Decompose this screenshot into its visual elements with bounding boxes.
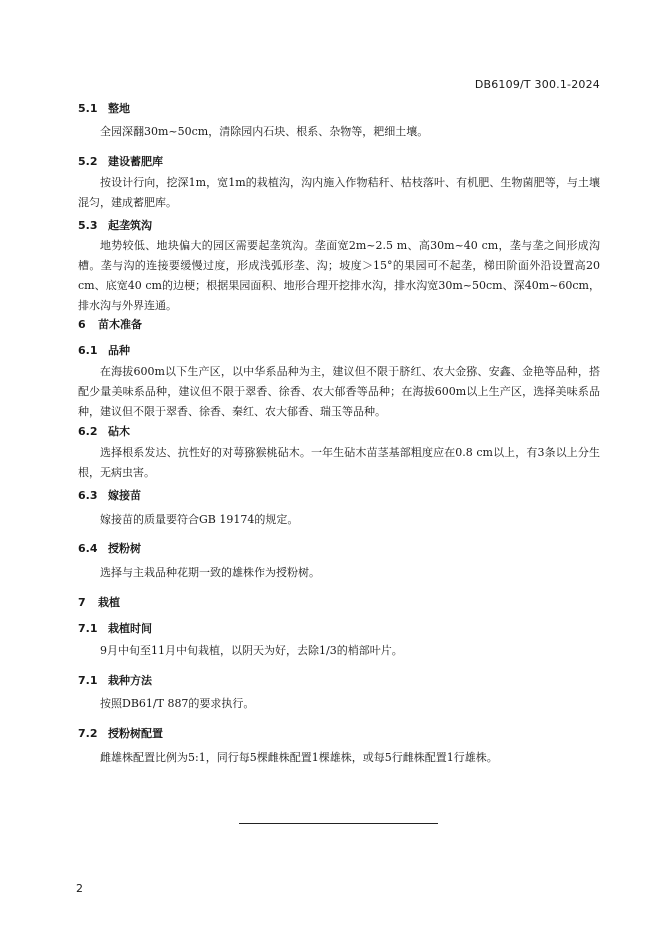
section-heading-6-3 — [78, 487, 141, 503]
paragraph-6-2: 选择根系发达、抗性好的对萼猕猴桃砧木。一年生砧木苗茎基部粗度应在0.8 cm以上，有3条以上分生根，无病虫害。 — [78, 446, 600, 479]
section-title: 授粉树 — [108, 542, 141, 555]
paragraph-5-2: 按设计行向，挖深1m，宽1m的栽植沟，沟内施入作物秸秆、枯枝落叶、有机肥、生物菌肥等，与土壤混匀，建成蓄肥库。 — [78, 176, 600, 209]
section-number: 7.2 — [78, 727, 98, 740]
section-title: 建设蓄肥库 — [108, 155, 163, 168]
section-title: 整地 — [108, 102, 130, 115]
section-title: 授粉树配置 — [108, 727, 163, 740]
paragraph-7-1-method: 按照DB61/T 887的要求执行。 — [100, 697, 255, 710]
section-number: 5.2 — [78, 155, 98, 168]
section-heading-5-1 — [78, 100, 130, 116]
section-heading-6-4 — [78, 540, 141, 556]
paragraph-5-1: 全园深翻30m~50cm，清除园内石块、根系、杂物等，耙细土壤。 — [100, 125, 429, 138]
section-heading-6 — [78, 316, 142, 332]
section-number: 7 — [78, 596, 86, 609]
section-number: 6 — [78, 318, 86, 331]
section-number: 5.1 — [78, 102, 98, 115]
paragraph-5-3: 地势较低、地块偏大的园区需要起垄筑沟。垄面宽2m~2.5 m、高30m~40 cm，垄与垄之间形成沟槽。垄与沟的连接要缓慢过度，形成浅弧形垄、沟；坡度＞15°的果园可不起垄，梯田阶面外沿设置高20 cm、底宽40 cm的边梗；根据果园面积、地形合理开挖排水沟，排水沟宽30m~50cm、深40m~60cm，排水沟与外界连通。 — [78, 239, 600, 312]
section-title: 砧木 — [108, 425, 130, 438]
section-heading-6-2 — [78, 423, 130, 439]
section-title: 栽植时间 — [108, 622, 152, 635]
section-title: 起垄筑沟 — [108, 219, 152, 232]
paragraph-6-1: 在海拔600m以下生产区，以中华系品种为主，建议但不限于脐红、农大金猕、安鑫、金艳等品种，搭配少量美味系品种，建议但不限于翠香、徐香、农大郁香等品种；在海拔600m以上生产区，选择美味系品种，建议但不限于翠香、徐香、秦红、农大郁香、瑞玉等品种。 — [78, 365, 600, 418]
document-code: DB6109/T 300.1-2024 — [474, 78, 600, 91]
section-title: 栽种方法 — [108, 674, 152, 687]
section-number: 7.1 — [78, 622, 98, 635]
paragraph-6-3: 嫁接苗的质量要符合GB 19174的规定。 — [100, 513, 299, 526]
section-title: 嫁接苗 — [108, 489, 141, 502]
section-heading-5-3 — [78, 217, 152, 233]
section-number: 5.3 — [78, 219, 98, 232]
paragraph-7-1-time: 9月中旬至11月中旬栽植，以阴天为好，去除1/3的梢部叶片。 — [100, 644, 403, 657]
section-heading-6-1 — [78, 342, 130, 358]
section-title: 品种 — [108, 344, 130, 357]
section-heading-7 — [78, 594, 120, 610]
section-heading-7-2 — [78, 725, 163, 741]
section-heading-5-2 — [78, 153, 163, 169]
section-title: 栽植 — [98, 596, 120, 609]
paragraph-6-4: 选择与主栽品种花期一致的雄株作为授粉树。 — [100, 566, 320, 579]
section-title: 苗木准备 — [98, 318, 142, 331]
section-number: 6.3 — [78, 489, 98, 502]
paragraph-7-2: 雌雄株配置比例为5:1，同行每5棵雌株配置1棵雄株，或每5行雌株配置1行雄株。 — [100, 751, 498, 764]
page-number: 2 — [76, 882, 83, 895]
section-heading-7-1-time — [78, 620, 152, 636]
section-number: 7.1 — [78, 674, 98, 687]
section-number: 6.4 — [78, 542, 98, 555]
end-rule — [239, 823, 438, 824]
section-number: 6.1 — [78, 344, 98, 357]
section-number: 6.2 — [78, 425, 98, 438]
section-heading-7-1-method — [78, 672, 152, 688]
